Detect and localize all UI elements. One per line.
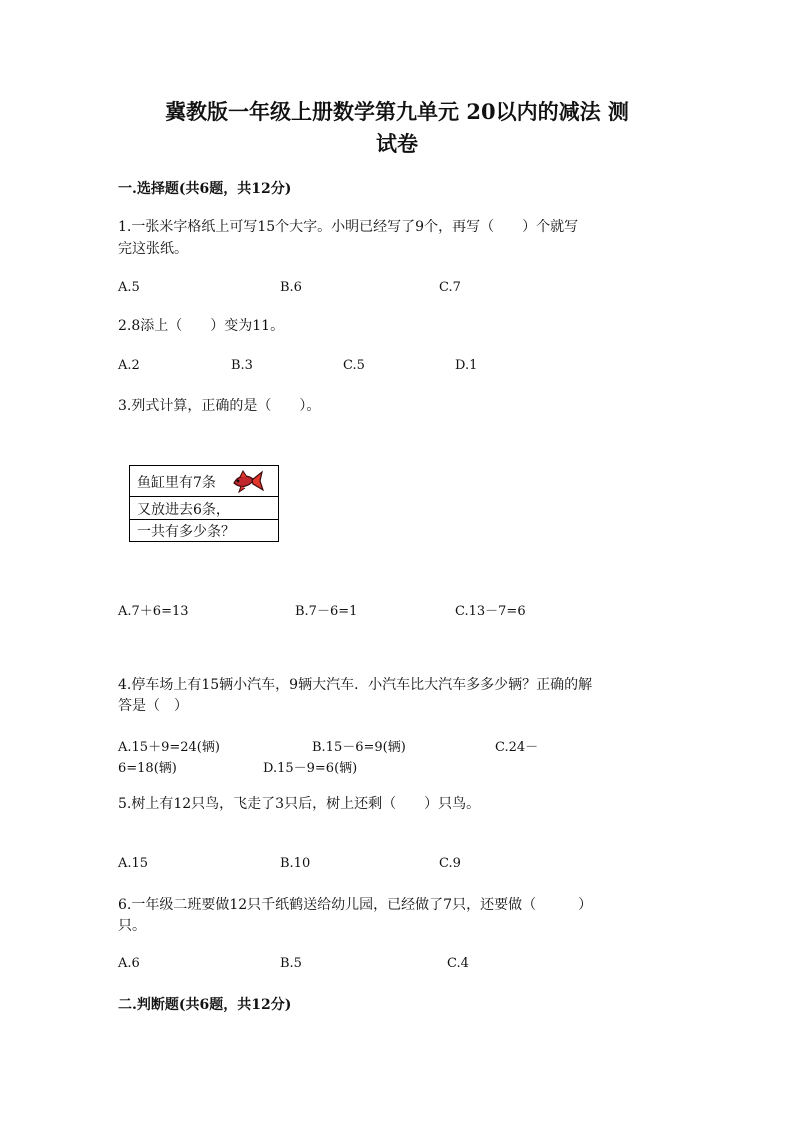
page-title-line1: 冀教版一年级上册数学第九单元 20以内的减法 测 [165,99,629,124]
question-3-option-a[interactable]: A.7＋6=13 [118,604,189,619]
question-4-text-line2: 答是（ ） [118,698,188,714]
question-4-option-d[interactable]: D.15－9=6(辆) [263,761,358,776]
question-6-option-c[interactable]: C.4 [447,956,469,971]
question-1-text-line1: 1.一张米字格纸上可写15个大字。小明已经写了9个，再写（ ）个就写 [118,219,579,235]
question-6-option-b[interactable]: B.5 [280,956,302,971]
table-cell-fish-count: 鱼缸里有7条 [137,475,216,491]
question-3-word-problem-table [129,465,279,542]
question-5-text: 5.树上有12只鸟，飞走了3只后，树上还剩（ ）只鸟。 [118,796,481,812]
question-5-option-b[interactable]: B.10 [280,856,311,871]
question-2-option-b[interactable]: B.3 [231,358,253,373]
question-6-text-line1: 6.一年级二班要做12只千纸鹤送给幼儿园，已经做了7只，还要做（ ） [118,897,593,913]
section-heading-choice: 一.选择题(共6题，共12分) [118,181,292,197]
question-2-option-d[interactable]: D.1 [455,358,478,373]
table-row [130,497,278,520]
question-1-option-a[interactable]: A.5 [118,280,140,295]
table-cell-added-fish: 又放进去6条， [137,502,230,518]
goldfish-icon [230,469,264,495]
question-4-option-c-continued[interactable]: 6=18(辆) [118,761,177,776]
question-6-text-line2: 只。 [118,918,146,934]
question-3-option-b[interactable]: B.7－6=1 [295,604,358,619]
question-4-option-a[interactable]: A.15＋9=24(辆) [118,740,220,755]
question-2-option-c[interactable]: C.5 [343,358,365,373]
question-1-option-c[interactable]: C.7 [439,280,461,295]
question-4-option-c[interactable]: C.24－ [495,740,539,755]
question-3-option-c[interactable]: C.13－7=6 [455,604,526,619]
page-title-line2: 试卷 [376,131,418,156]
question-3-text: 3.列式计算，正确的是（ ）。 [118,398,321,414]
table-cell-total-question: 一共有多少条？ [137,524,235,540]
question-5-option-c[interactable]: C.9 [439,856,461,871]
question-1-option-b[interactable]: B.6 [280,280,302,295]
table-row [130,520,278,541]
question-2-option-a[interactable]: A.2 [118,358,140,373]
question-1-text-line2: 完这张纸。 [118,241,188,257]
section-heading-true-false: 二.判断题(共6题，共12分) [118,997,292,1013]
question-4-text-line1: 4.停车场上有15辆小汽车，9辆大汽车．小汽车比大汽车多多少辆？正确的解 [118,677,593,693]
question-5-option-a[interactable]: A.15 [118,856,149,871]
question-6-option-a[interactable]: A.6 [118,956,140,971]
question-2-text: 2.8添上（ ）变为11。 [118,318,285,334]
table-row [130,466,278,497]
question-4-option-b[interactable]: B.15－6=9(辆) [312,740,406,755]
